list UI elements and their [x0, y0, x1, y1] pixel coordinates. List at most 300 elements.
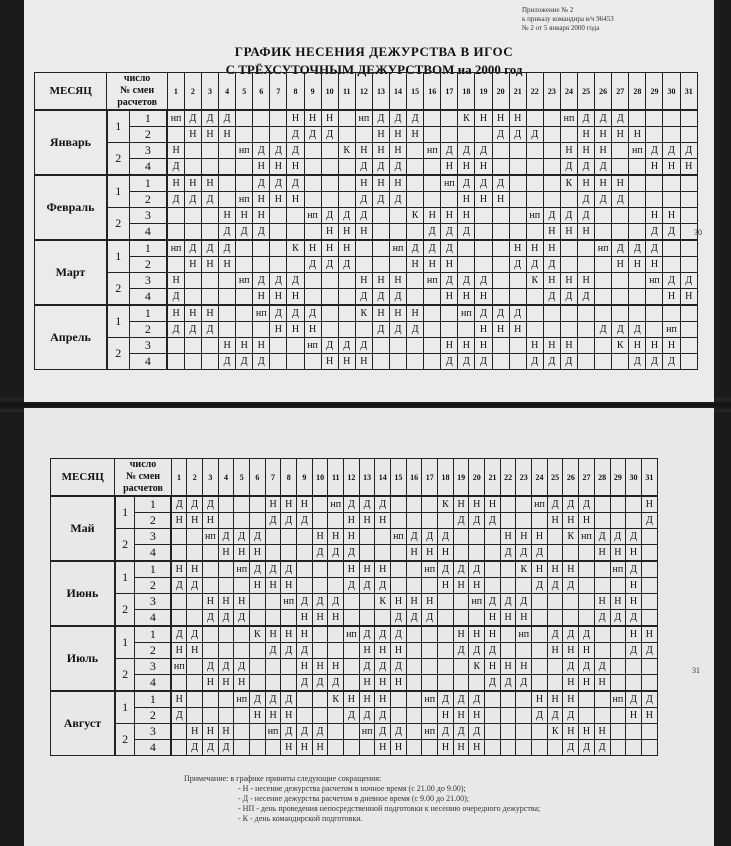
duty-cell: [338, 127, 355, 143]
duty-cell: Д: [485, 513, 501, 529]
duty-cell: [167, 224, 184, 241]
duty-cell: [203, 708, 219, 724]
shift-number: 3: [135, 594, 171, 610]
duty-cell: [469, 675, 485, 692]
crew-number: 2: [115, 724, 135, 756]
duty-cell: Д: [321, 257, 338, 273]
day-header: 2: [187, 459, 203, 497]
duty-cell: Н: [438, 578, 454, 594]
duty-cell: Д: [355, 289, 372, 306]
duty-cell: [312, 578, 328, 594]
duty-cell: [680, 257, 697, 273]
shift-header-line: расчетов: [123, 483, 163, 494]
duty-cell: [578, 257, 595, 273]
duty-cell: [218, 578, 234, 594]
duty-cell: Д: [563, 740, 579, 756]
duty-cell: [646, 175, 663, 192]
duty-cell: [338, 273, 355, 289]
duty-cell: Д: [578, 192, 595, 208]
shift-column-header: [107, 73, 167, 111]
duty-cell: Н: [594, 594, 610, 610]
duty-cell: Д: [167, 159, 184, 176]
duty-cell: [579, 578, 595, 594]
duty-cell: [500, 513, 516, 529]
duty-cell: [203, 578, 219, 594]
duty-cell: Д: [312, 675, 328, 692]
duty-cell: Д: [579, 659, 595, 675]
duty-cell: [595, 273, 612, 289]
duty-cell: Д: [236, 354, 253, 370]
duty-cell: Д: [646, 354, 663, 370]
duty-cell: [680, 354, 697, 370]
duty-cell: [516, 740, 532, 756]
duty-cell: К: [547, 724, 563, 740]
duty-cell: [492, 289, 509, 306]
duty-cell: [629, 305, 646, 322]
duty-cell: К: [250, 626, 266, 643]
duty-cell: [270, 354, 287, 370]
duty-cell: Н: [485, 496, 501, 513]
duty-cell: [547, 529, 563, 545]
duty-cell: Д: [626, 610, 642, 627]
duty-cell: [441, 322, 458, 338]
duty-cell: Н: [338, 354, 355, 370]
duty-cell: Н: [297, 626, 313, 643]
duty-cell: [391, 708, 407, 724]
day-header: 10: [312, 459, 328, 497]
duty-cell: [680, 192, 697, 208]
duty-cell: [250, 675, 266, 692]
duty-cell: Н: [287, 322, 304, 338]
duty-cell: Н: [543, 224, 560, 241]
shift-number: 2: [135, 643, 171, 659]
duty-cell: [391, 513, 407, 529]
duty-cell: Н: [663, 208, 680, 224]
duty-cell: [641, 724, 657, 740]
duty-cell: [492, 159, 509, 176]
duty-cell: Н: [406, 545, 422, 562]
duty-cell: Д: [629, 354, 646, 370]
duty-cell: Н: [663, 159, 680, 176]
duty-cell: К: [458, 110, 475, 127]
duty-cell: Н: [359, 561, 375, 578]
duty-cell: [547, 610, 563, 627]
duty-cell: Д: [407, 322, 424, 338]
duty-cell: [629, 208, 646, 224]
duty-cell: [626, 740, 642, 756]
duty-cell: Д: [438, 691, 454, 708]
duty-cell: Н: [219, 208, 236, 224]
duty-cell: [492, 338, 509, 354]
duty-cell: Н: [526, 338, 543, 354]
duty-cell: Д: [458, 175, 475, 192]
duty-cell: Н: [563, 513, 579, 529]
duty-cell: Н: [578, 127, 595, 143]
duty-cell: [355, 240, 372, 257]
note-line: - Д - несение дежурства расчетом в дневное время (с 9.00 до 21.00);: [238, 794, 469, 803]
duty-cell: Н: [547, 561, 563, 578]
duty-cell: Д: [391, 659, 407, 675]
duty-cell: Д: [641, 691, 657, 708]
duty-cell: [610, 740, 626, 756]
duty-cell: [219, 289, 236, 306]
duty-cell: [201, 289, 218, 306]
duty-cell: Н: [441, 159, 458, 176]
duty-cell: Д: [389, 322, 406, 338]
duty-cell: Д: [626, 643, 642, 659]
duty-cell: Д: [560, 208, 577, 224]
duty-cell: Н: [516, 610, 532, 627]
duty-cell: нп: [532, 496, 548, 513]
duty-cell: Н: [560, 273, 577, 289]
duty-cell: [469, 529, 485, 545]
duty-cell: Н: [532, 529, 548, 545]
duty-cell: [406, 496, 422, 513]
duty-cell: Д: [355, 338, 372, 354]
duty-cell: Д: [219, 354, 236, 370]
duty-cell: Н: [475, 159, 492, 176]
duty-cell: [594, 496, 610, 513]
duty-cell: [406, 675, 422, 692]
duty-cell: Д: [338, 338, 355, 354]
duty-cell: Н: [338, 224, 355, 241]
schedule-row: [35, 143, 698, 159]
shift-number: 3: [135, 724, 171, 740]
duty-cell: [543, 143, 560, 159]
duty-cell: [372, 208, 389, 224]
duty-cell: Д: [500, 545, 516, 562]
duty-cell: [595, 305, 612, 322]
duty-cell: [475, 127, 492, 143]
duty-cell: Д: [560, 354, 577, 370]
schedule-row: [51, 675, 658, 692]
duty-cell: Н: [265, 578, 281, 594]
duty-cell: Д: [547, 496, 563, 513]
duty-cell: [547, 740, 563, 756]
duty-cell: [509, 338, 526, 354]
duty-cell: Д: [218, 610, 234, 627]
duty-cell: Н: [281, 740, 297, 756]
duty-cell: Н: [287, 289, 304, 306]
duty-cell: Н: [441, 289, 458, 306]
duty-cell: [612, 143, 629, 159]
schedule-row: [51, 561, 658, 578]
duty-cell: Д: [680, 143, 697, 159]
day-header: 11: [338, 73, 355, 111]
duty-cell: Д: [167, 289, 184, 306]
duty-cell: [218, 561, 234, 578]
duty-cell: [219, 159, 236, 176]
duty-cell: нп: [344, 626, 360, 643]
duty-cell: Н: [500, 610, 516, 627]
duty-cell: [610, 724, 626, 740]
duty-cell: Д: [516, 594, 532, 610]
duty-cell: [485, 708, 501, 724]
duty-cell: [680, 338, 697, 354]
duty-cell: [270, 127, 287, 143]
duty-cell: [375, 610, 391, 627]
duty-cell: Н: [171, 691, 187, 708]
duty-cell: Д: [629, 322, 646, 338]
duty-cell: [610, 578, 626, 594]
duty-cell: Н: [438, 545, 454, 562]
duty-cell: Д: [516, 545, 532, 562]
duty-cell: Д: [563, 708, 579, 724]
duty-cell: Д: [532, 545, 548, 562]
duty-cell: Н: [355, 175, 372, 192]
duty-cell: Д: [281, 691, 297, 708]
duty-cell: Н: [236, 338, 253, 354]
duty-cell: Н: [438, 740, 454, 756]
duty-cell: Д: [312, 724, 328, 740]
duty-cell: [338, 322, 355, 338]
duty-cell: Н: [492, 192, 509, 208]
duty-cell: [475, 224, 492, 241]
duty-cell: Н: [663, 338, 680, 354]
duty-cell: Д: [579, 740, 595, 756]
duty-cell: [532, 610, 548, 627]
duty-cell: Н: [287, 159, 304, 176]
day-header: 6: [250, 459, 266, 497]
duty-cell: Д: [253, 175, 270, 192]
day-header: 29: [646, 73, 663, 111]
duty-cell: Д: [321, 127, 338, 143]
duty-cell: Д: [579, 496, 595, 513]
duty-cell: [201, 208, 218, 224]
duty-cell: Н: [500, 659, 516, 675]
duty-cell: [391, 561, 407, 578]
duty-cell: [532, 740, 548, 756]
duty-cell: Д: [321, 338, 338, 354]
duty-cell: Д: [469, 643, 485, 659]
duty-cell: нп: [265, 724, 281, 740]
duty-cell: [578, 322, 595, 338]
day-header: 20: [492, 73, 509, 111]
duty-cell: [680, 208, 697, 224]
duty-cell: нп: [304, 338, 321, 354]
duty-cell: Д: [184, 110, 201, 127]
duty-cell: [359, 545, 375, 562]
duty-cell: [438, 610, 454, 627]
duty-cell: Н: [469, 626, 485, 643]
shift-number: 3: [135, 529, 171, 545]
duty-cell: [253, 240, 270, 257]
duty-cell: [355, 257, 372, 273]
duty-cell: [594, 708, 610, 724]
duty-cell: [563, 610, 579, 627]
duty-cell: Н: [407, 305, 424, 322]
duty-cell: Д: [391, 724, 407, 740]
duty-cell: [321, 143, 338, 159]
duty-cell: Д: [492, 305, 509, 322]
duty-cell: Н: [612, 175, 629, 192]
duty-cell: Н: [453, 496, 469, 513]
duty-cell: Н: [218, 594, 234, 610]
day-header: 14: [389, 73, 406, 111]
duty-cell: [287, 208, 304, 224]
duty-cell: [297, 529, 313, 545]
duty-cell: Д: [406, 610, 422, 627]
day-header: 23: [516, 459, 532, 497]
duty-cell: Д: [547, 708, 563, 724]
legend-notes: [184, 774, 684, 824]
schedule-row: [51, 643, 658, 659]
duty-cell: Д: [389, 159, 406, 176]
day-header: 2: [184, 73, 201, 111]
duty-cell: Д: [532, 708, 548, 724]
duty-cell: Н: [626, 708, 642, 724]
duty-cell: нп: [469, 594, 485, 610]
shift-number: 2: [129, 127, 167, 143]
duty-cell: Д: [441, 224, 458, 241]
duty-cell: [328, 578, 344, 594]
duty-cell: [171, 675, 187, 692]
duty-cell: Н: [579, 675, 595, 692]
duty-cell: [438, 626, 454, 643]
duty-cell: Д: [438, 561, 454, 578]
duty-cell: [270, 208, 287, 224]
duty-cell: [406, 691, 422, 708]
duty-cell: Н: [578, 273, 595, 289]
duty-cell: [375, 529, 391, 545]
duty-cell: [458, 127, 475, 143]
duty-cell: Н: [626, 594, 642, 610]
duty-cell: [424, 354, 441, 370]
duty-cell: [458, 240, 475, 257]
duty-cell: [547, 675, 563, 692]
duty-cell: Н: [219, 338, 236, 354]
duty-cell: Н: [344, 513, 360, 529]
duty-cell: Н: [312, 610, 328, 627]
duty-cell: Д: [201, 322, 218, 338]
duty-cell: [218, 496, 234, 513]
duty-cell: [663, 257, 680, 273]
duty-cell: Д: [547, 578, 563, 594]
duty-cell: [663, 240, 680, 257]
duty-cell: Н: [253, 338, 270, 354]
duty-cell: Д: [458, 143, 475, 159]
duty-cell: Н: [579, 513, 595, 529]
duty-cell: Н: [355, 143, 372, 159]
duty-cell: [184, 338, 201, 354]
duty-cell: [287, 224, 304, 241]
duty-cell: Д: [270, 175, 287, 192]
duty-cell: [407, 192, 424, 208]
duty-cell: Н: [485, 659, 501, 675]
duty-cell: [312, 691, 328, 708]
duty-cell: Д: [184, 322, 201, 338]
duty-cell: [167, 354, 184, 370]
duty-cell: [344, 740, 360, 756]
duty-cell: [680, 110, 697, 127]
duty-cell: Д: [543, 208, 560, 224]
duty-cell: [663, 192, 680, 208]
duty-cell: [203, 643, 219, 659]
duty-cell: [201, 273, 218, 289]
day-header: 27: [579, 459, 595, 497]
duty-cell: Д: [219, 240, 236, 257]
duty-cell: [646, 322, 663, 338]
duty-cell: [167, 127, 184, 143]
page-number: 31: [692, 666, 700, 675]
duty-cell: [321, 159, 338, 176]
month-column-header: МЕСЯЦ: [35, 73, 107, 111]
duty-cell: [422, 496, 438, 513]
duty-cell: [344, 610, 360, 627]
duty-cell: [359, 529, 375, 545]
day-header: 8: [281, 459, 297, 497]
duty-cell: [612, 224, 629, 241]
duty-cell: Д: [492, 127, 509, 143]
duty-cell: [509, 175, 526, 192]
schedule-row: [51, 545, 658, 562]
day-header: 15: [407, 73, 424, 111]
duty-cell: Д: [407, 240, 424, 257]
duty-cell: [321, 322, 338, 338]
duty-cell: [171, 545, 187, 562]
duty-cell: [234, 496, 250, 513]
duty-cell: [626, 724, 642, 740]
duty-cell: [526, 289, 543, 306]
duty-cell: [469, 610, 485, 627]
duty-cell: [680, 240, 697, 257]
duty-cell: Н: [359, 691, 375, 708]
duty-cell: [492, 224, 509, 241]
shift-number: 3: [129, 273, 167, 289]
duty-cell: Н: [297, 496, 313, 513]
duty-cell: Д: [359, 578, 375, 594]
month-label: Март: [35, 240, 107, 305]
duty-cell: [234, 643, 250, 659]
day-header: 16: [424, 73, 441, 111]
duty-cell: [250, 513, 266, 529]
duty-cell: нп: [359, 724, 375, 740]
duty-cell: [526, 305, 543, 322]
duty-cell: Н: [500, 529, 516, 545]
duty-cell: Н: [560, 338, 577, 354]
duty-cell: [500, 708, 516, 724]
duty-cell: Н: [201, 257, 218, 273]
duty-cell: [406, 643, 422, 659]
duty-cell: Д: [407, 110, 424, 127]
duty-cell: Д: [391, 610, 407, 627]
duty-cell: [265, 740, 281, 756]
duty-cell: Д: [167, 322, 184, 338]
duty-cell: Д: [203, 740, 219, 756]
duty-cell: Д: [253, 224, 270, 241]
duty-cell: [406, 724, 422, 740]
duty-cell: Н: [253, 289, 270, 306]
duty-cell: Д: [441, 354, 458, 370]
duty-cell: [304, 289, 321, 306]
duty-cell: Д: [265, 561, 281, 578]
duty-cell: Д: [297, 675, 313, 692]
duty-cell: [297, 691, 313, 708]
duty-cell: [236, 110, 253, 127]
shift-number: 1: [129, 175, 167, 192]
day-header: 8: [287, 73, 304, 111]
duty-cell: Н: [287, 192, 304, 208]
duty-cell: [610, 708, 626, 724]
duty-cell: [219, 192, 236, 208]
duty-cell: [485, 724, 501, 740]
duty-cell: Д: [250, 691, 266, 708]
duty-cell: Н: [219, 127, 236, 143]
duty-cell: Н: [344, 691, 360, 708]
duty-cell: Д: [509, 305, 526, 322]
duty-cell: [424, 192, 441, 208]
duty-cell: Н: [203, 675, 219, 692]
